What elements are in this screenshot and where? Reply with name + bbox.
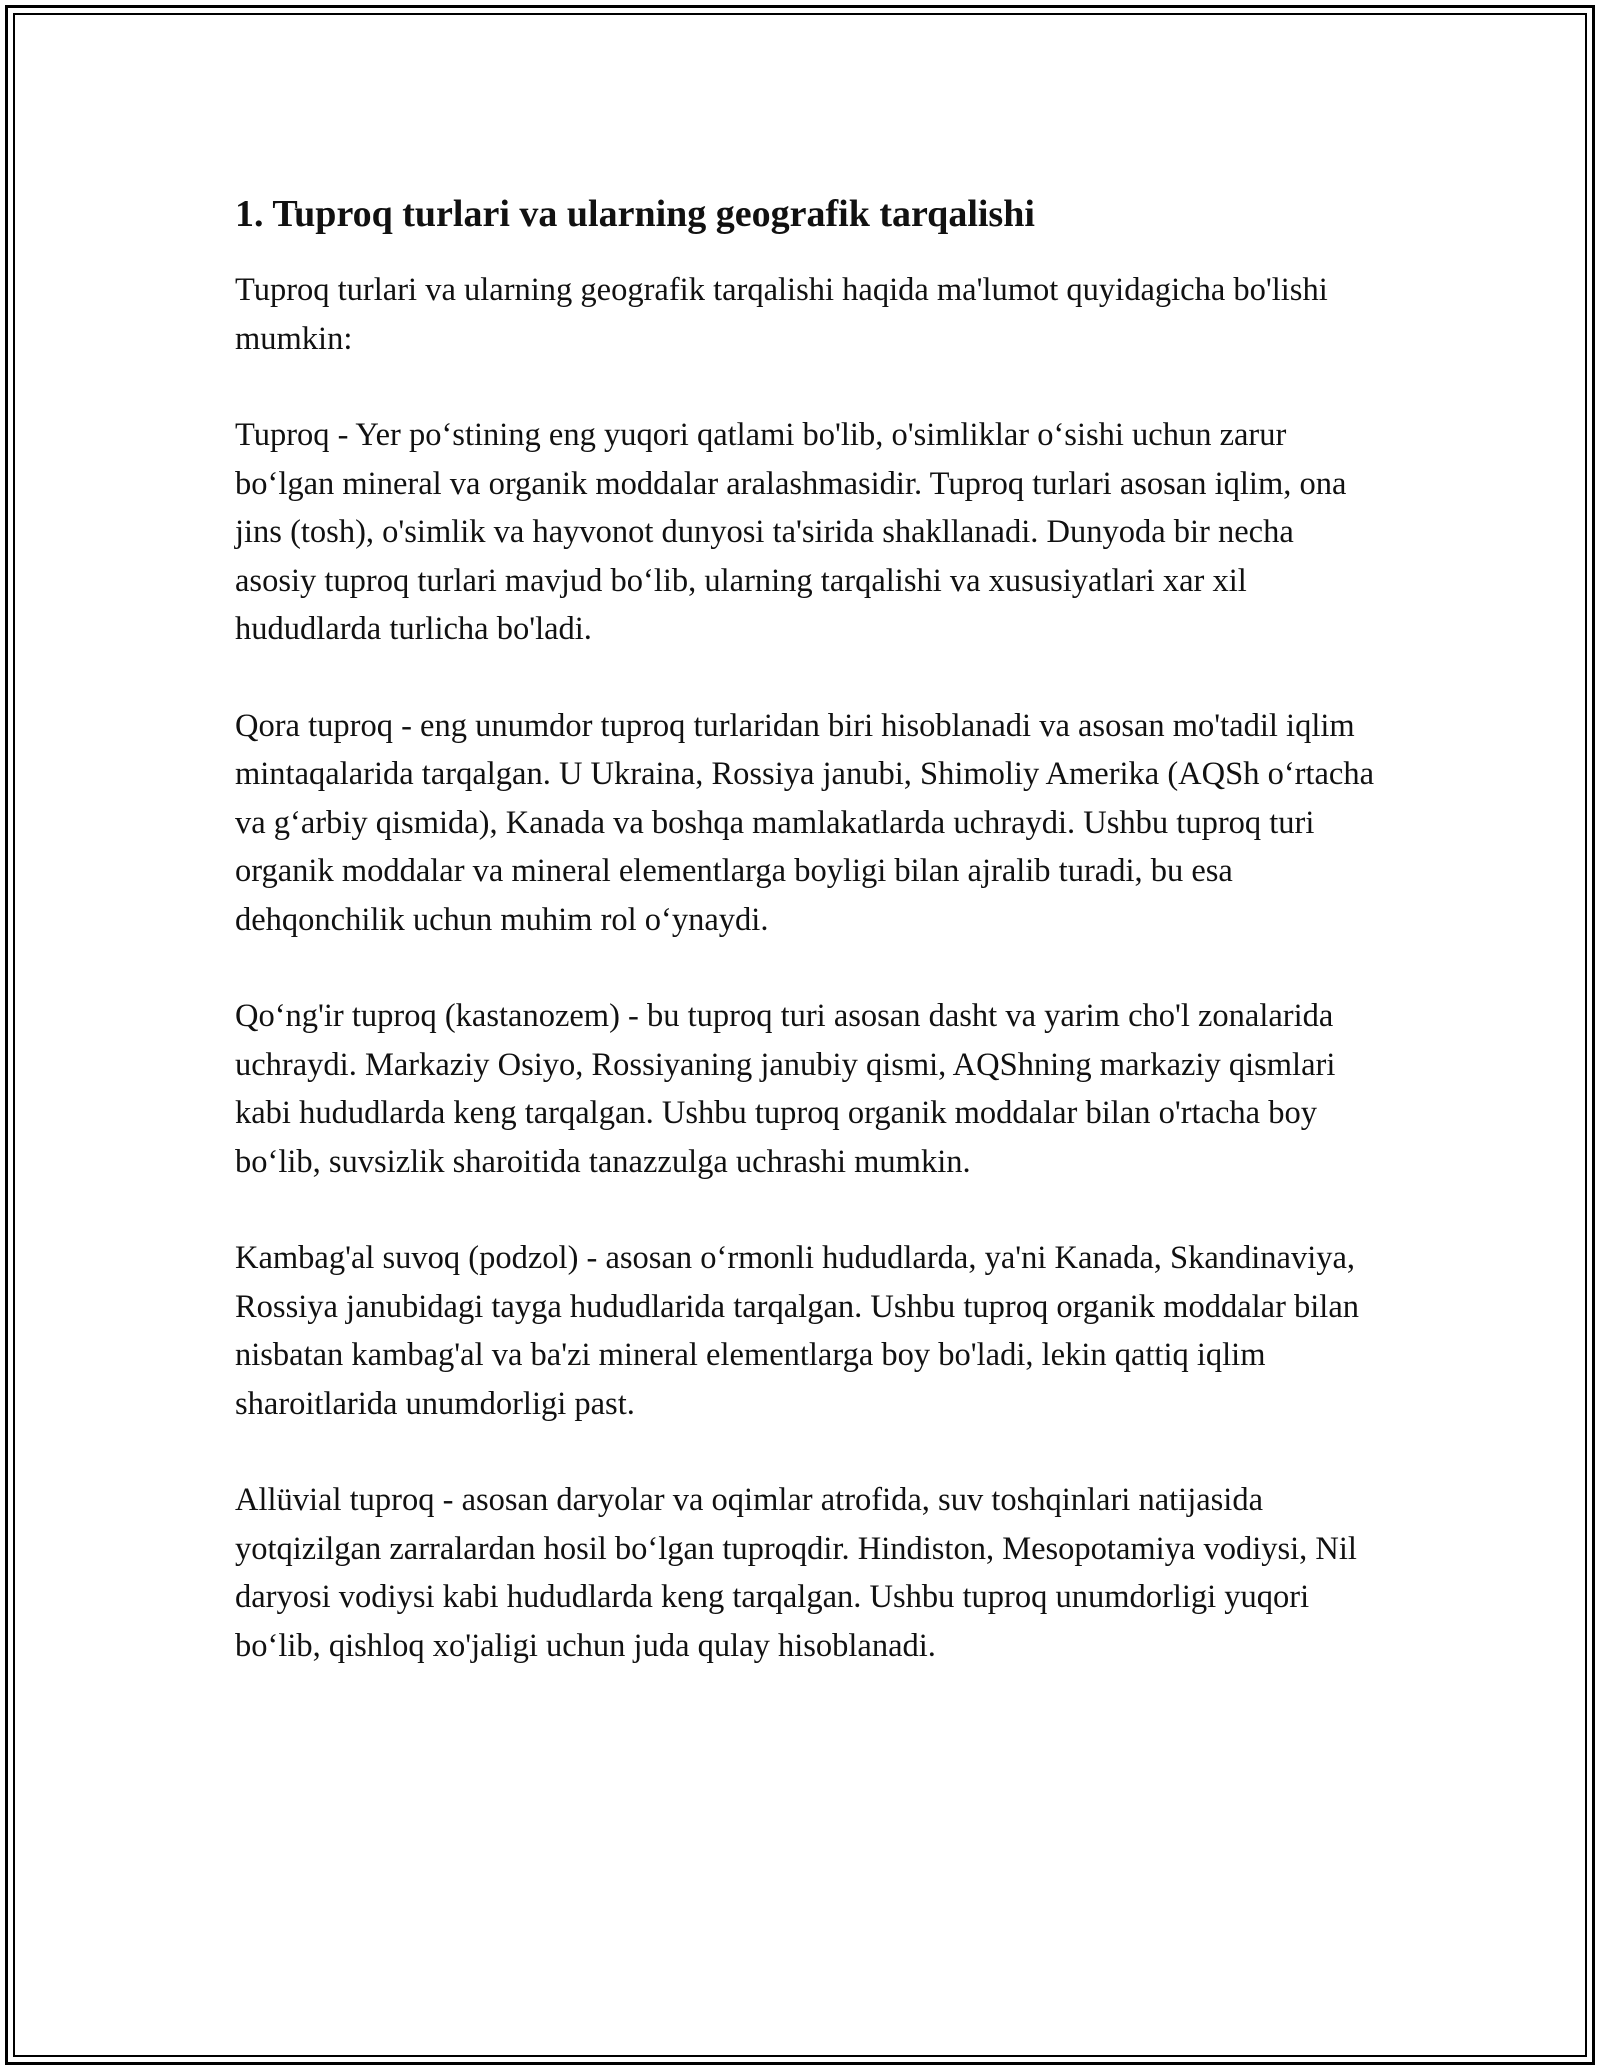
paragraph-tuproq-definition: Tuproq - Yer po‘stining eng yuqori qatlami bo'lib, o'simliklar o‘sishi uchun zarur bo‘lgan mineral va organik moddalar aralashmasidir. Tuproq turlari asosan iqlim, ona jins (tosh), o'simlik va hayvonot dunyosi ta'sirida shakllanadi. Dunyoda bir necha asosiy tuproq turlari mavjud bo‘lib, ularning tarqalishi va xususiyatlari xar xil hududlarda turlicha bo'ladi.	[235, 417, 1347, 647]
paragraph-qora-tuproq: Qora tuproq - eng unumdor tuproq turlaridan biri hisoblanadi va asosan mo'tadil iqlim mintaqalarida tarqalgan. U Ukraina, Rossiya janubi, Shimoliy Amerika (AQSh o‘rtacha va g‘arbiy qismida), Kanada va boshqa mamlakatlarda uchraydi. Ushbu tuproq turi organik moddalar va mineral elementlarga boyligi bilan ajralib turadi, bu esa dehqonchilik uchun muhim rol o‘ynaydi.	[235, 707, 1375, 938]
paragraph-qongir-tuproq: Qo‘ng'ir tuproq (kastanozem) - bu tuproq turi asosan dasht va yarim cho'l zonalarida uchraydi. Markaziy Osiyo, Rossiyaning janubiy qismi, AQShning markaziy qismlari kabi hududlarda keng tarqalgan. Ushbu tuproq organik moddalar bilan o'rtacha boy bo‘lib, suvsizlik sharoitida tanazzulga uchrashi mumkin.	[235, 998, 1336, 1180]
paragraph-intro: Tuproq turlari va ularning geografik tarqalishi haqida ma'lumot quyidagicha bo'lishi mumkin:	[235, 272, 1328, 357]
paragraph-podzol: Kambag'al suvoq (podzol) - asosan o‘rmonli hududlarda, ya'ni Kanada, Skandinaviya, Rossiya janubidagi tayga hududlarida tarqalgan. Ushbu tuproq organik moddalar bilan nisbatan kambag'al va ba'zi mineral elementlarga boy bo'ladi, lekin qattiq iqlim sharoitlarida unumdorligi past.	[235, 1240, 1360, 1422]
paragraph-alluvial-tuproq: Allüvial tuproq - asosan daryolar va oqimlar atrofida, suv toshqinlari natijasida yotqizilgan zarralardan hosil bo‘lgan tuproqdir. Hindiston, Mesopotamiya vodiysi, Nil daryosi vodiysi kabi hududlarda keng tarqalgan. Ushbu tuproq unumdorligi yuqori bo‘lib, qishloq xo'jaligi uchun juda qulay hisoblanadi.	[235, 1482, 1357, 1664]
document-body	[235, 184, 1375, 1718]
document-title: 1. Tuproq turlari va ularning geografik tarqalishi	[235, 193, 1035, 235]
